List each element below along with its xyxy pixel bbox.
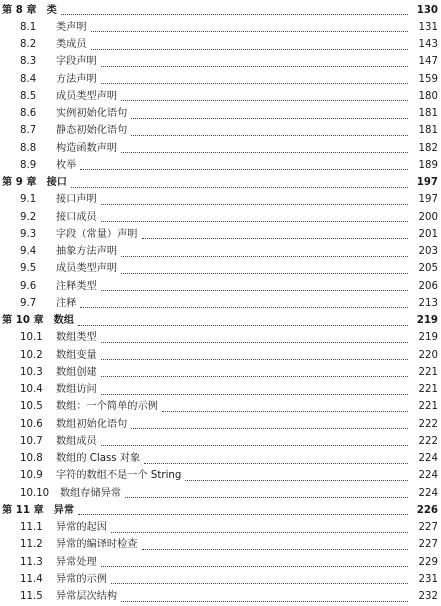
chapter-title: 类 [46,4,57,16]
page-number: 147 [418,56,438,68]
section-title: 数组存储异常 [60,487,122,499]
section-title: 注释 [56,297,77,309]
page-number: 227 [418,522,438,534]
chapter-title: 异常 [53,504,75,516]
page-number: 206 [418,280,438,292]
dot-leader [111,581,408,584]
dot-leader [61,12,408,15]
section-number: 11.3 [20,556,43,568]
toc-section-row[interactable] [0,209,441,226]
dot-leader [121,271,408,274]
dot-leader [101,443,408,446]
section-number: 10.5 [20,401,43,413]
page-number: 182 [418,142,438,154]
page-number: 222 [418,418,438,430]
toc-section-row[interactable] [0,330,441,347]
section-number: 8.9 [20,159,37,171]
toc-section-row[interactable] [0,37,441,54]
dot-leader [80,167,408,170]
toc-section-row[interactable] [0,106,441,123]
toc-section-row[interactable] [0,88,441,105]
page-number: 229 [418,556,438,568]
dot-leader [121,254,408,257]
chapter-number: 第 10 章 [2,315,44,327]
page-number: 197 [416,177,438,189]
section-number: 9.1 [20,194,37,206]
page-number: 203 [418,246,438,258]
toc-section-row[interactable] [0,71,441,88]
chapter-number: 第 9 章 [2,177,37,189]
section-title: 注释类型 [56,280,97,292]
toc-section-row[interactable] [0,433,441,450]
section-number: 10.10 [20,487,50,499]
page-number: 224 [418,470,438,482]
page-number: 220 [418,349,438,361]
section-number: 10.4 [20,384,43,396]
section-number: 9.7 [20,297,37,309]
toc-chapter-row[interactable] [0,2,441,19]
dot-leader [101,219,408,222]
toc-section-row[interactable] [0,416,441,433]
dot-leader [101,64,408,67]
section-title: 字段（常量）声明 [56,228,138,240]
page-number: 131 [418,21,438,33]
section-title: 数组访问 [56,384,97,396]
toc-section-row[interactable] [0,295,441,312]
dot-leader [162,409,408,412]
section-title: 数组：一个简单的示例 [56,401,158,413]
page-number: 222 [418,435,438,447]
section-number: 11.2 [20,539,43,551]
section-number: 10.2 [20,349,43,361]
section-title: 数组类型 [56,332,97,344]
page-number: 205 [418,263,438,275]
section-title: 异常的示例 [56,573,107,585]
dot-leader [121,98,408,101]
dot-leader [142,547,409,550]
page-number: 226 [416,504,438,516]
section-number: 10.3 [20,366,43,378]
toc-section-row[interactable] [0,520,441,537]
toc-section-row[interactable] [0,468,441,485]
dot-leader [125,495,408,498]
toc-section-row[interactable] [0,485,441,502]
toc-chapter-row[interactable] [0,502,441,519]
page-number: 143 [418,39,438,51]
dot-leader [80,305,408,308]
page-number: 219 [416,315,438,327]
section-number: 10.7 [20,435,43,447]
toc-section-row[interactable] [0,399,441,416]
page-number: 224 [418,487,438,499]
toc-section-row[interactable] [0,261,441,278]
section-title: 数组成员 [56,435,97,447]
section-title: 数组变量 [56,349,97,361]
section-title: 接口声明 [56,194,97,206]
dot-leader [71,185,408,188]
dot-leader [131,116,408,119]
dot-leader [101,357,408,360]
page-number: 200 [418,211,438,223]
toc-section-row[interactable] [0,537,441,554]
toc-section-row[interactable] [0,123,441,140]
section-title: 类成员 [56,39,87,51]
toc-section-row[interactable] [0,347,441,364]
page-number: 180 [418,90,438,102]
section-number: 8.5 [20,90,37,102]
toc-section-row[interactable] [0,244,441,261]
chapter-title: 数组 [53,315,75,327]
section-title: 字符的数组不是一个 String [56,470,182,482]
section-title: 枚举 [56,159,77,171]
page-number: 221 [418,366,438,378]
section-number: 8.8 [20,142,37,154]
page-number: 219 [418,332,438,344]
section-title: 异常层次结构 [56,591,118,603]
section-title: 方法声明 [56,73,97,85]
section-title: 数组初始化语句 [56,418,128,430]
toc-section-row[interactable] [0,157,441,174]
toc-section-row[interactable] [0,192,441,209]
dot-leader [78,512,408,515]
page-number: 130 [416,4,438,16]
section-title: 成员类型声明 [56,90,118,102]
toc-chapter-row[interactable] [0,313,441,330]
section-number: 8.3 [20,56,37,68]
toc-section-row[interactable] [0,364,441,381]
page-number: 181 [418,125,438,137]
toc-section-row[interactable] [0,382,441,399]
dot-leader [131,133,408,136]
chapter-number: 第 11 章 [2,504,44,516]
section-number: 8.2 [20,39,37,51]
section-number: 9.2 [20,211,37,223]
section-title: 抽象方法声明 [56,246,118,258]
dot-leader [101,340,408,343]
section-title: 构造函数声明 [56,142,118,154]
dot-leader [91,29,408,32]
page-number: 227 [418,539,438,551]
section-number: 10.6 [20,418,43,430]
toc-section-row[interactable] [0,451,441,468]
section-number: 11.5 [20,591,43,603]
section-number: 8.4 [20,73,37,85]
dot-leader [78,323,408,326]
page-number: 232 [418,591,438,603]
page-number: 221 [418,384,438,396]
chapter-number: 第 8 章 [2,4,37,16]
dot-leader [111,530,408,533]
section-number: 9.5 [20,263,37,275]
section-title: 接口成员 [56,211,97,223]
section-title: 异常的起因 [56,522,107,534]
section-title: 成员类型声明 [56,263,118,275]
chapter-title: 接口 [46,177,67,189]
page-number: 159 [418,73,438,85]
section-number: 11.1 [20,522,43,534]
dot-leader [101,81,408,84]
dot-leader [131,426,408,429]
dot-leader [101,374,408,377]
toc-section-row[interactable] [0,571,441,588]
section-title: 数组的 Class 对象 [56,453,141,465]
section-number: 10.9 [20,470,43,482]
dot-leader [101,202,408,205]
section-number: 9.6 [20,280,37,292]
page-number: 221 [418,401,438,413]
section-title: 字段声明 [56,56,97,68]
section-number: 8.1 [20,21,37,33]
dot-leader [121,599,408,602]
page-number: 224 [418,453,438,465]
toc-section-row[interactable] [0,589,441,606]
dot-leader [185,478,408,481]
toc-section-row[interactable] [0,226,441,243]
page-number: 213 [418,297,438,309]
page-number: 231 [418,573,438,585]
section-title: 异常处理 [56,556,97,568]
section-title: 实例初始化语句 [56,108,128,120]
toc-section-row[interactable] [0,554,441,571]
section-number: 9.4 [20,246,37,258]
dot-leader [101,288,408,291]
dot-leader [91,47,408,50]
dot-leader [121,150,408,153]
toc-section-row[interactable] [0,278,441,295]
toc-chapter-row[interactable] [0,175,441,192]
dot-leader [144,461,408,464]
toc-section-row[interactable] [0,54,441,71]
page-number: 181 [418,108,438,120]
section-title: 类声明 [56,21,87,33]
page-number: 189 [418,159,438,171]
dot-leader [101,564,408,567]
dot-leader [101,392,408,395]
toc-section-row[interactable] [0,140,441,157]
dot-leader [142,236,409,239]
toc-section-row[interactable] [0,19,441,36]
section-title: 静态初始化语句 [56,125,128,137]
section-title: 异常的编译时检查 [56,539,138,551]
section-number: 9.3 [20,228,37,240]
section-number: 8.6 [20,108,37,120]
page-number: 197 [418,194,438,206]
page-number: 201 [418,228,438,240]
section-title: 数组创建 [56,366,97,378]
section-number: 10.8 [20,453,43,465]
section-number: 11.4 [20,573,43,585]
section-number: 10.1 [20,332,43,344]
section-number: 8.7 [20,125,37,137]
